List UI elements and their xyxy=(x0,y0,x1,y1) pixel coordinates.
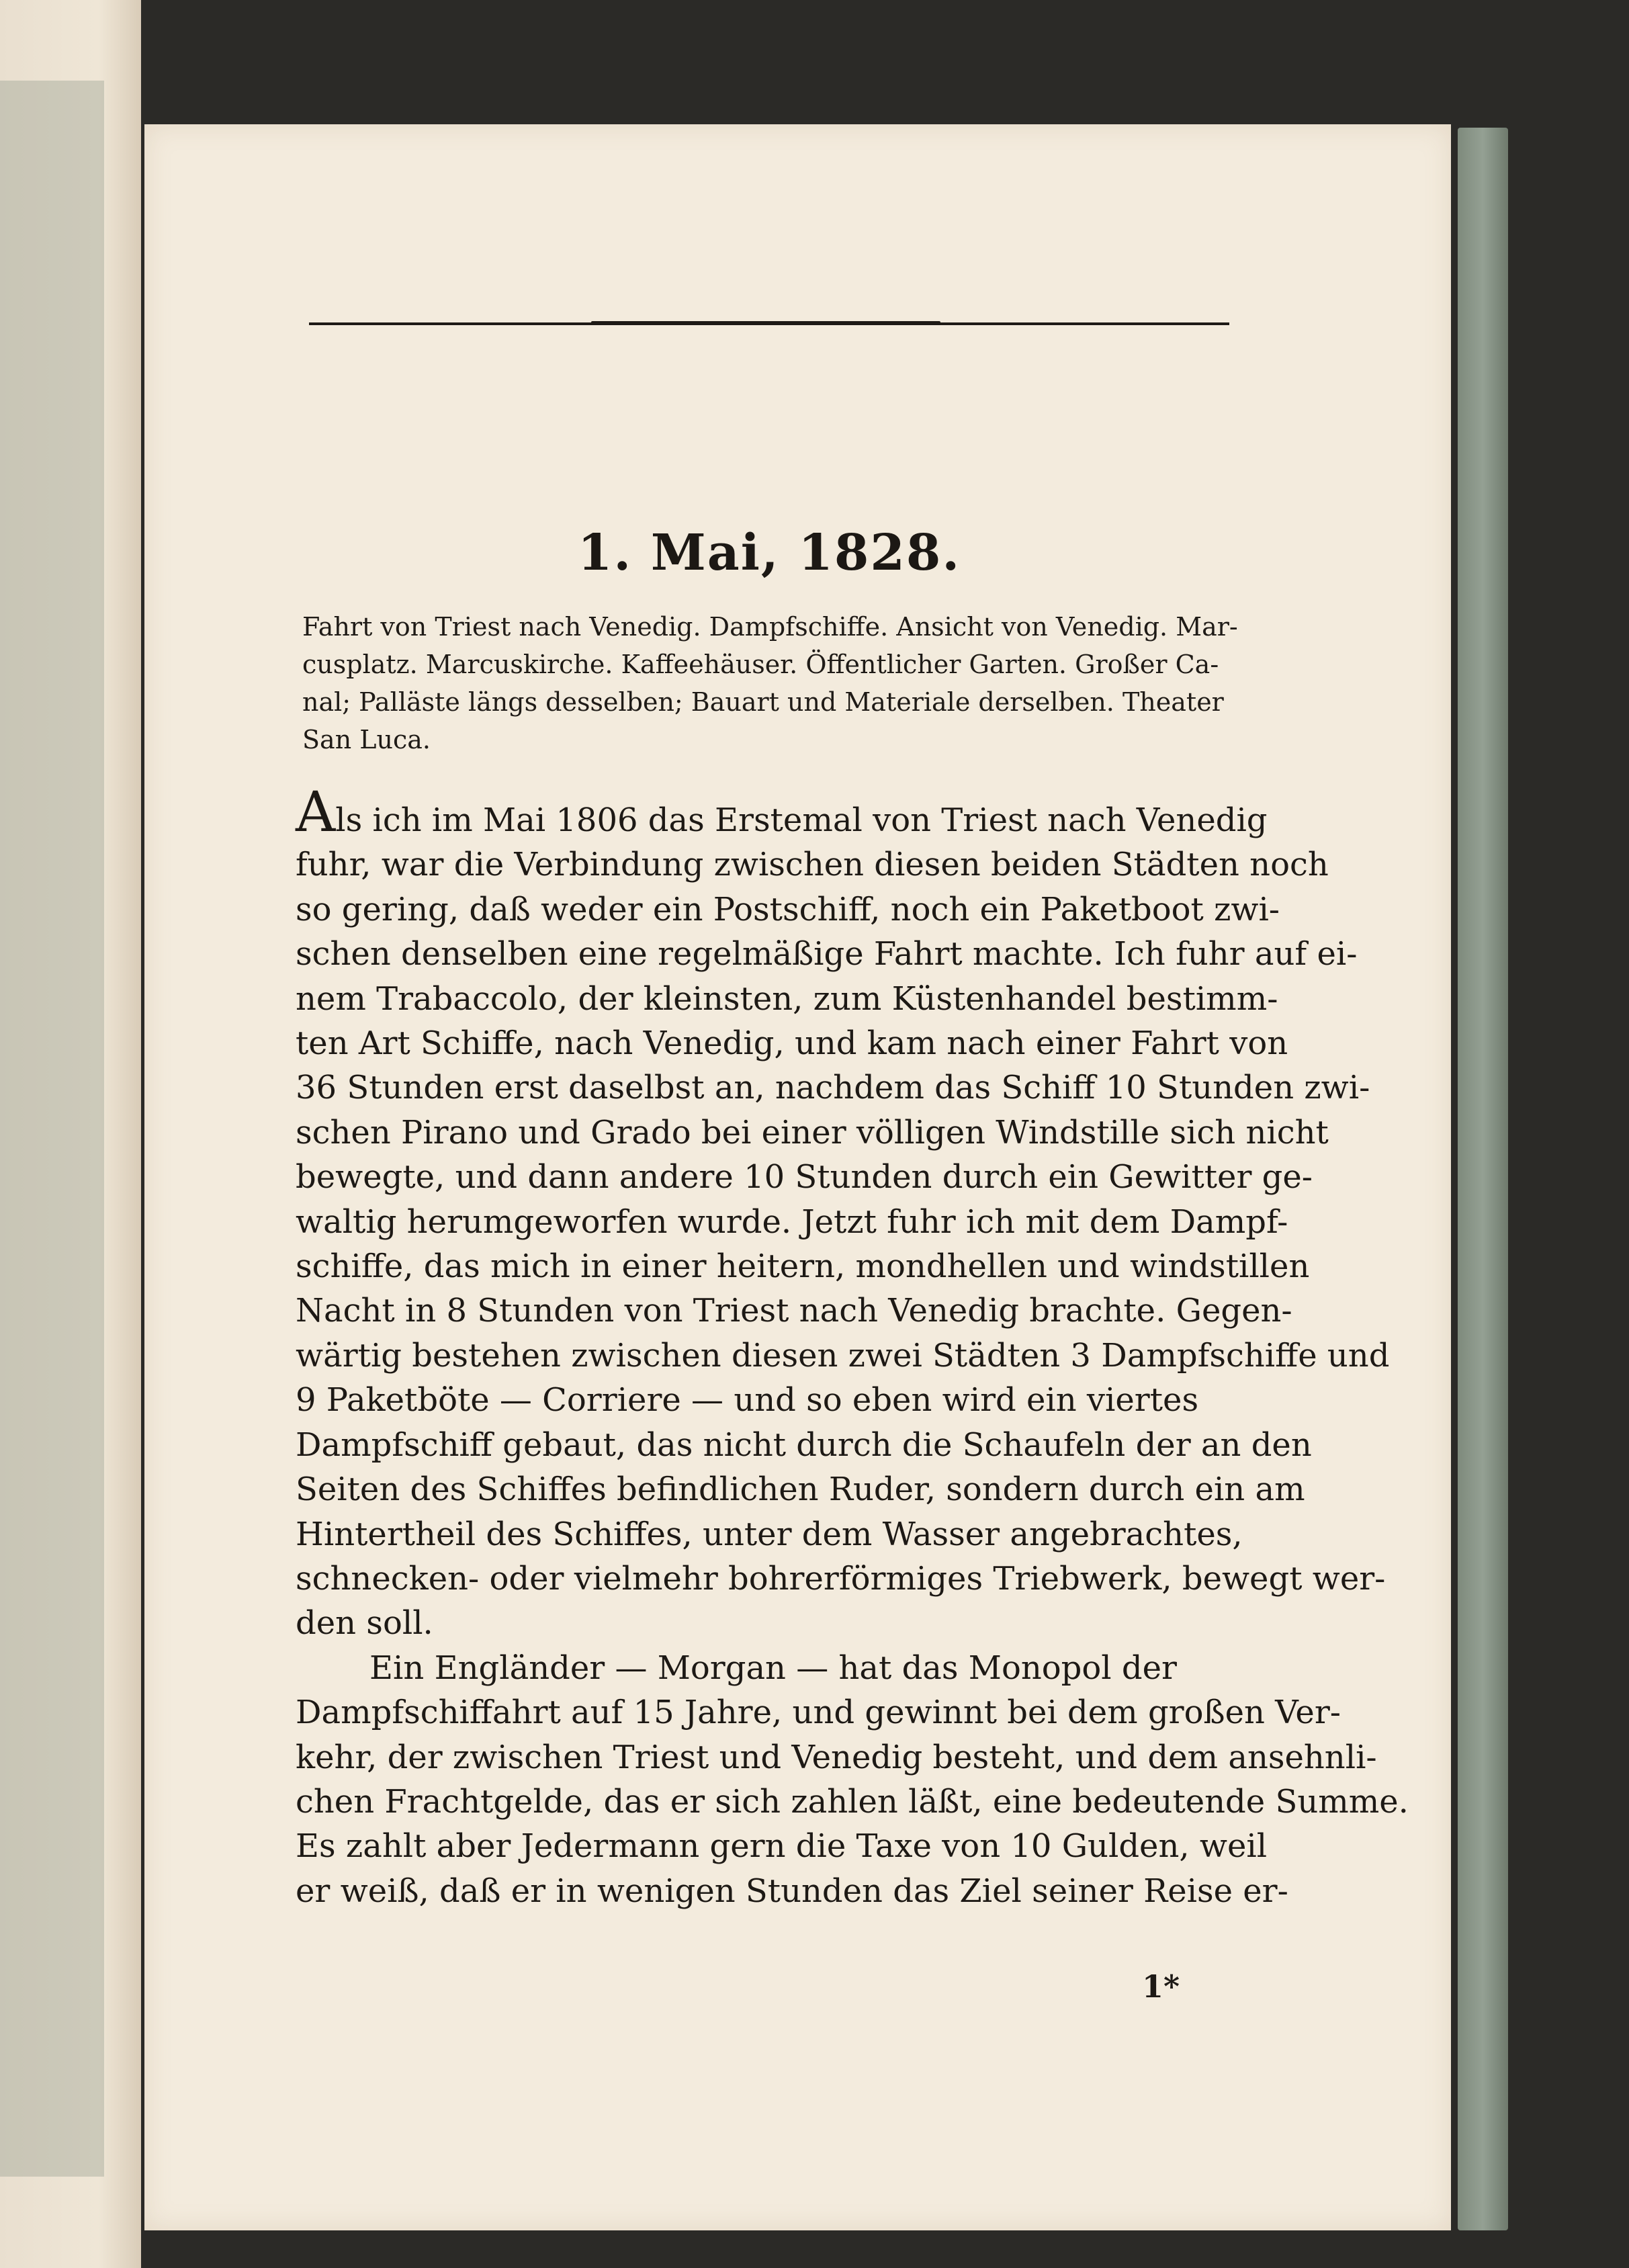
paragraph-1-line: bewegte, und dann andere 10 Stunden durch ein Gewitter ge- xyxy=(296,1158,1313,1196)
summary-line: Fahrt von Triest nach Venedig. Dampfschiffe. Ansicht von Venedig. Mar- xyxy=(302,612,1238,642)
paragraph-2-line: er weiß, daß er in wenigen Stunden das Ziel seiner Reise er- xyxy=(296,1872,1288,1910)
paragraph-2-line: Dampfschiffahrt auf 15 Jahre, und gewinnt bei dem großen Ver- xyxy=(296,1694,1341,1732)
paragraph-1-line: wärtig bestehen zwischen diesen zwei Städten 3 Dampfschiffe und xyxy=(296,1336,1390,1375)
header-rule-swell xyxy=(591,321,940,324)
paragraph-1-line: 9 Paketböte — Corriere — und so eben wird ein viertes xyxy=(296,1381,1199,1420)
paragraph-2-line: Es zahlt aber Jedermann gern die Taxe von 10 Gulden, weil xyxy=(296,1827,1268,1866)
summary-line: nal; Palläste längs desselben; Bauart und Materiale derselben. Theater xyxy=(302,687,1224,717)
paragraph-1-line: ten Art Schiffe, nach Venedig, und kam nach einer Fahrt von xyxy=(296,1024,1288,1063)
paragraph-1-line: 36 Stunden erst daselbst an, nachdem das Schiff 10 Stunden zwi- xyxy=(296,1069,1370,1107)
left-cover-board xyxy=(0,81,104,2177)
paragraph-1-line: Dampfschiff gebaut, das nicht durch die Schaufeln der an den xyxy=(296,1426,1312,1464)
chapter-summary xyxy=(302,608,1238,758)
paragraph-1-line: schen Pirano und Grado bei einer völligen Windstille sich nicht xyxy=(296,1113,1329,1151)
paragraph-2-line: Ein Engländer — Morgan — hat das Monopol der xyxy=(369,1649,1177,1687)
paragraph-1-line: Seiten des Schiffes befindlichen Ruder, sondern durch ein am xyxy=(296,1471,1305,1509)
paragraph-1-line xyxy=(296,781,1268,844)
paragraph-2-line: kehr, der zwischen Triest und Venedig besteht, und dem ansehnli- xyxy=(296,1738,1377,1776)
paragraph-1-line-text: ls ich im Mai 1806 das Erstemal von Triest nach Venedig xyxy=(335,801,1268,839)
paragraph-1-line: schnecken- oder vielmehr bohrerförmiges Triebwerk, bewegt wer- xyxy=(296,1559,1386,1598)
paragraph-1-line: fuhr, war die Verbindung zwischen diesen beiden Städten noch xyxy=(296,846,1329,884)
paragraph-1-line: den soll. xyxy=(296,1604,433,1643)
paragraph-1-line: schen denselben eine regelmäßige Fahrt machte. Ich fuhr auf ei- xyxy=(296,935,1358,973)
right-cover-board xyxy=(1458,128,1508,2230)
initial-letter: A xyxy=(296,781,336,844)
paragraph-1-line: so gering, daß weder ein Postschiff, noch ein Paketboot zwi- xyxy=(296,890,1280,928)
paragraph-1-line: waltig herumgeworfen wurde. Jetzt fuhr ich mit dem Dampf- xyxy=(296,1203,1288,1241)
body-text xyxy=(296,781,1409,1913)
summary-line: cusplatz. Marcuskirche. Kaffeehäuser. Öffentlicher Garten. Großer Ca- xyxy=(302,650,1219,679)
summary-line: San Luca. xyxy=(302,725,431,754)
paragraph-1-line: Hintertheil des Schiffes, unter dem Wasser angebrachtes, xyxy=(296,1515,1243,1553)
chapter-heading: 1. Mai, 1828. xyxy=(577,524,961,582)
paragraph-1-line: nem Trabaccolo, der kleinsten, zum Küstenhandel bestimm- xyxy=(296,979,1278,1018)
paragraph-1-line: Nacht in 8 Stunden von Triest nach Venedig brachte. Gegen- xyxy=(296,1292,1292,1330)
paragraph-1-line: schiffe, das mich in einer heitern, mondhellen und windstillen xyxy=(296,1248,1310,1286)
signature-mark: 1* xyxy=(1142,1968,1180,2005)
paragraph-2-line: chen Frachtgelde, das er sich zahlen läßt, eine bedeutende Summe. xyxy=(296,1782,1409,1821)
